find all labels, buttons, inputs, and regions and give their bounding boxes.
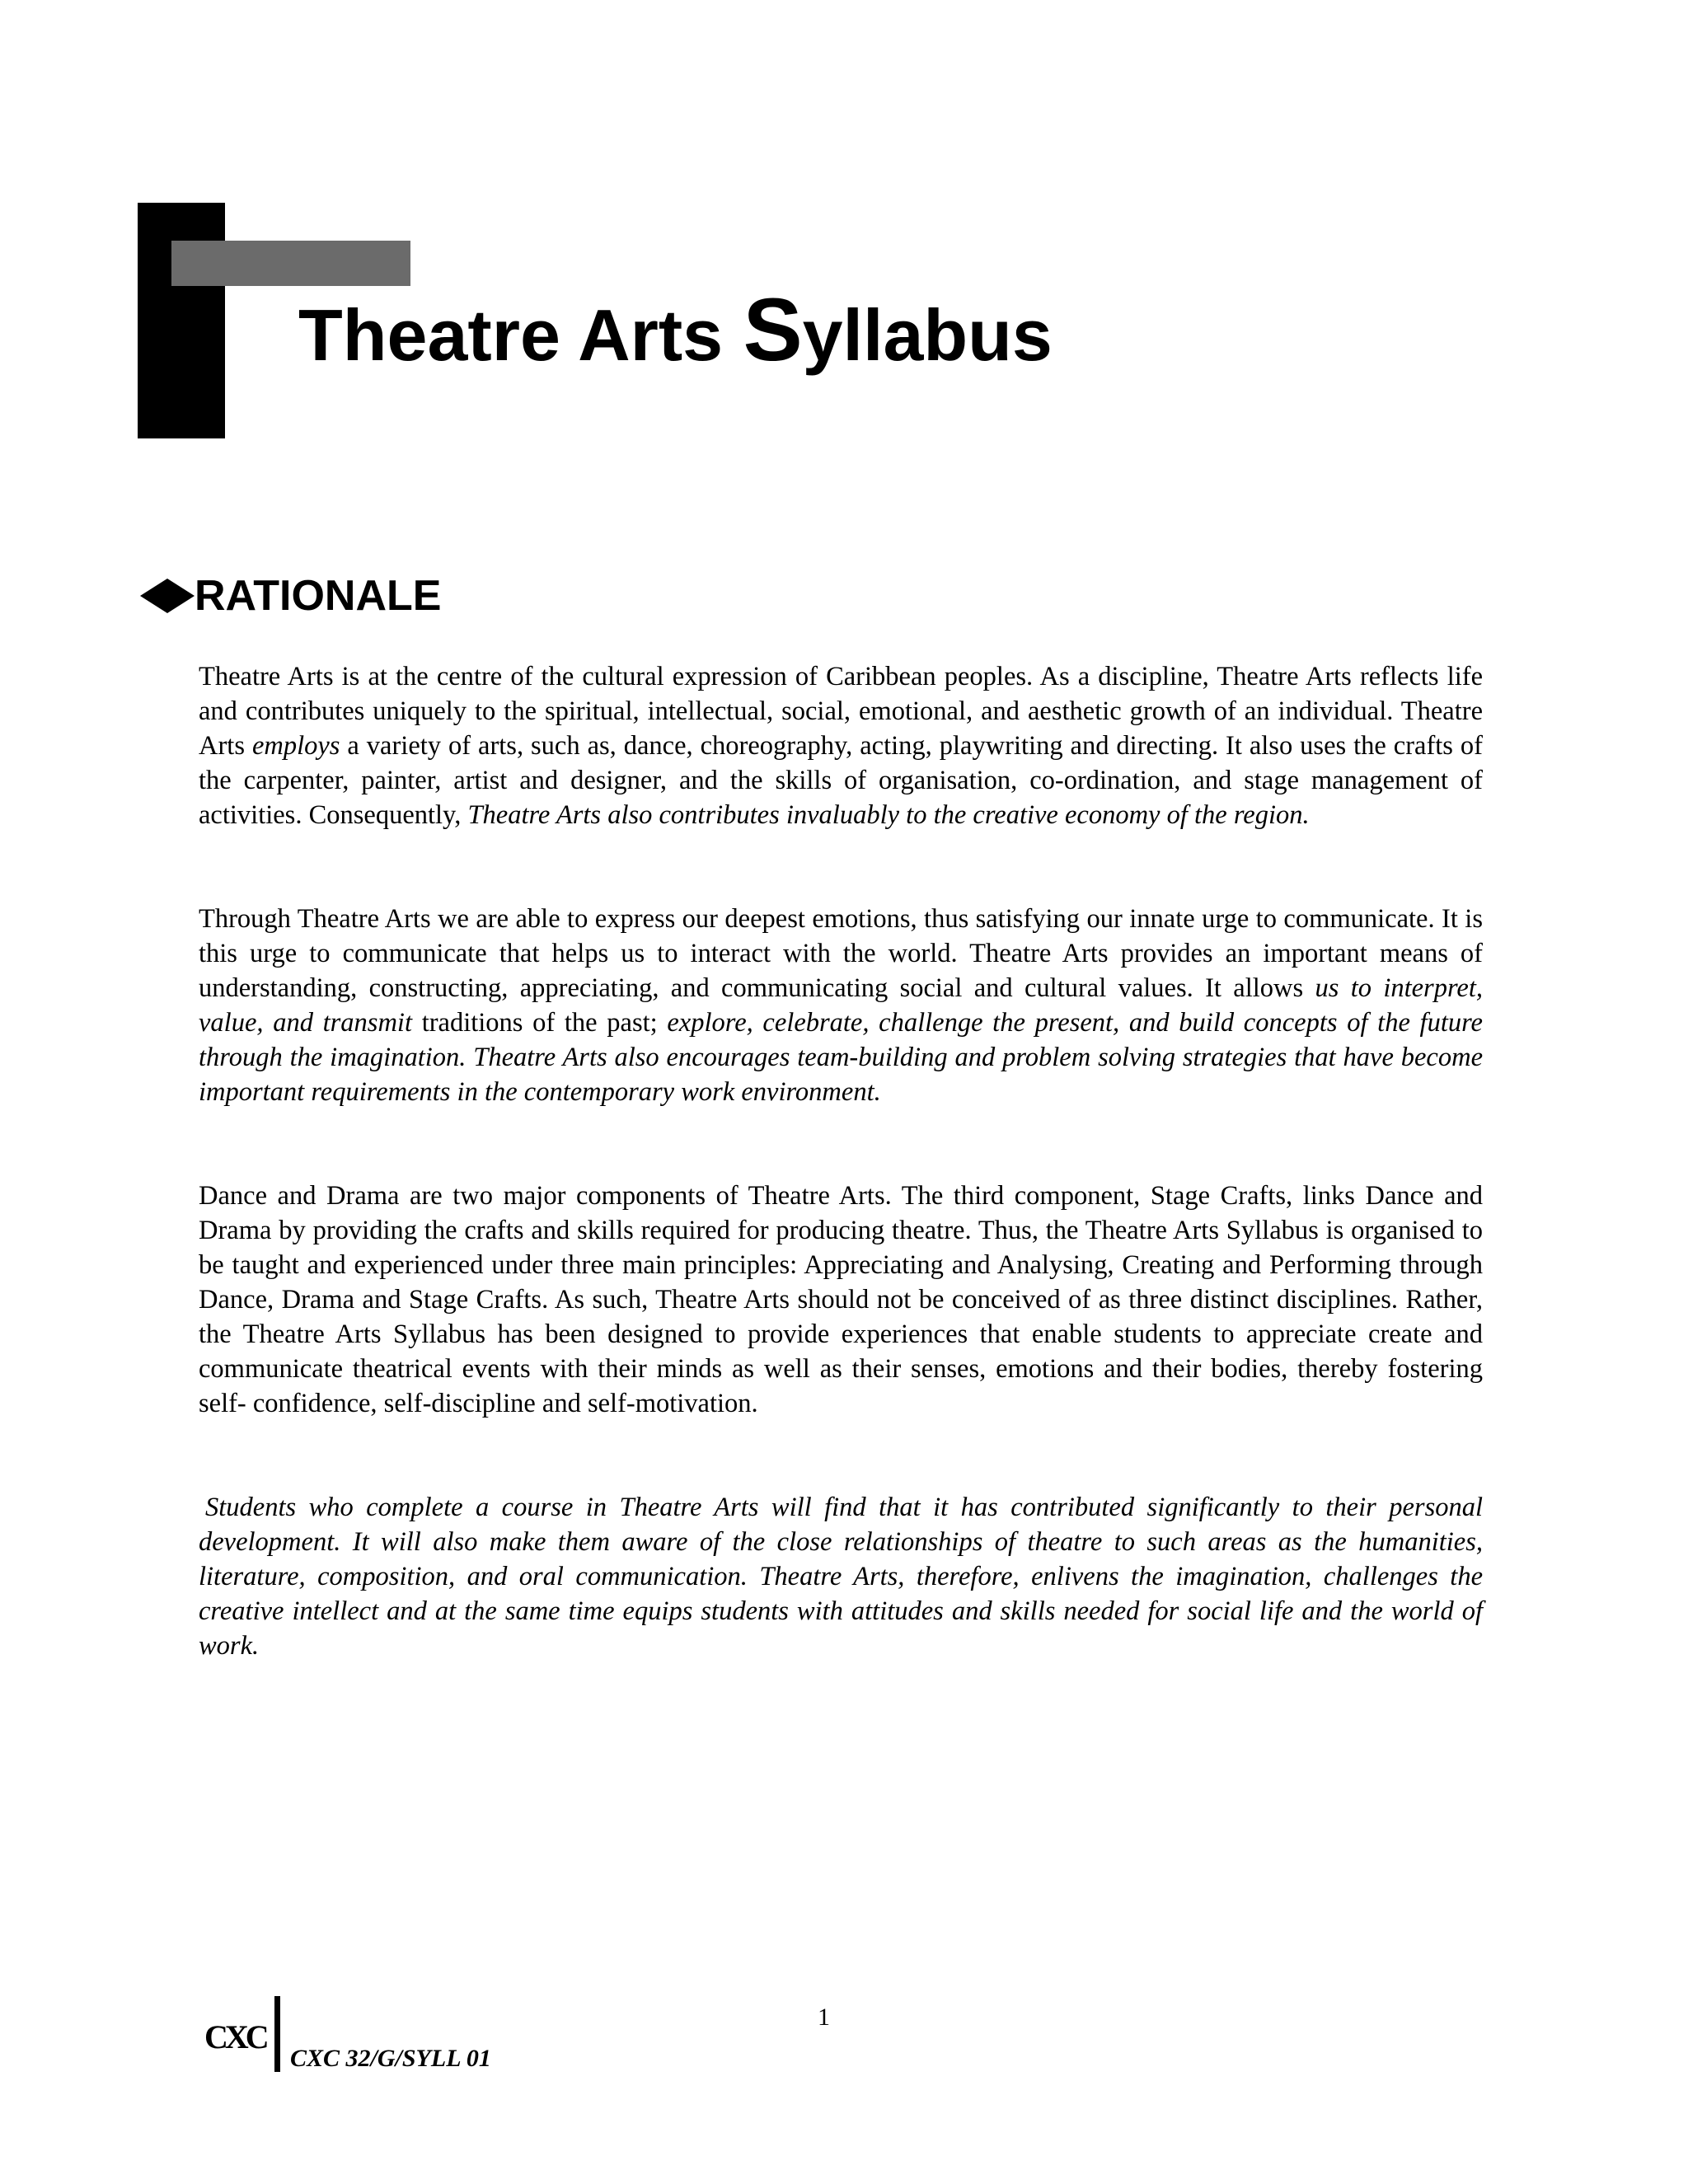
title-big-letter: S — [743, 279, 803, 379]
title-part-2: yllabus — [802, 294, 1053, 376]
decorative-black-bar — [138, 203, 225, 438]
footer-divider-bar — [274, 1996, 280, 2072]
document-code: CXC 32/G/SYLL 01 — [290, 2045, 491, 2072]
text-segment: Students who complete a course in Theatre Arts will find that it has contributed significantly to their personal development. It will also make them aware of the close relationships of theatre to such areas as the humanities, literature, composition, and oral communication. Theatre Arts, therefore, enlivens the imagination, challenges the creative intellect and at the same time equips students with attitudes and skills needed for social life and the world of work. — [199, 1493, 1483, 1661]
text-segment: traditions of the past; — [412, 1008, 668, 1038]
diamond-bullet-icon — [140, 579, 195, 613]
text-segment: us to interpret, value, and transmit — [199, 973, 1483, 1038]
text-segment: Through Theatre Arts we are able to express our deepest emotions, thus satisfying our innate urge to communicate. It is this urge to communicate that helps us to interact with the world. Theatre Arts provides an important means of understanding, constructing, appreciating, and communicating social and cultural values. It allows — [199, 904, 1483, 1003]
text-segment: Theatre Arts is at the centre of the cultural expression of Caribbean peoples. As a discipline, Theatre Arts reflects life and contributes uniquely to the spiritual, intellectual, social, emotional, and aesthetic growth of an individual. Theatre Arts — [199, 662, 1483, 761]
text-segment: Theatre Arts also contributes invaluably to the creative economy of the region. — [467, 800, 1310, 830]
text-segment: a variety of arts, such as, dance, choreography, acting, playwriting and directing. It also uses the crafts of the carpenter, painter, artist and designer, and the skills of organisation, co-ordination, and stage management of activities. Consequently, — [199, 731, 1483, 830]
rationale-paragraph-1 — [199, 659, 1483, 832]
cxc-logo: CXC — [204, 2018, 266, 2055]
title-part-1: Theatre Arts — [298, 294, 743, 376]
decorative-gray-bar — [171, 241, 410, 286]
section-heading-text: RATIONALE — [195, 572, 442, 620]
rationale-paragraph-3 — [199, 1179, 1483, 1421]
page-title — [298, 280, 1053, 385]
text-segment: explore, celebrate, challenge the present, and build concepts of the future through the imagination. Theatre Arts also encourages team-building and problem solving strategies that have become important requirements in the contemporary work environment. — [199, 1008, 1483, 1107]
rationale-paragraph-2 — [199, 902, 1483, 1109]
text-segment: Dance and Drama are two major components of Theatre Arts. The third component, Stage Crafts, links Dance and Drama by providing the crafts and skills required for producing theatre. Thus, the Theatre Arts Syllabus is organised to be taught and experienced under three main principles: Appreciating and Analysing, Creating and Performing through Dance, Drama and Stage Crafts. As such, Theatre Arts should not be conceived of as three distinct disciplines. Rather, the Theatre Arts Syllabus has been designed to provide experiences that enable students to appreciate create and communicate theatrical events with their minds as well as their senses, emotions and their bodies, thereby fostering self- confidence, self-discipline and self-motivation. — [199, 1181, 1483, 1418]
rationale-paragraph-4 — [199, 1490, 1483, 1663]
section-heading-rationale — [140, 567, 441, 625]
page-number: 1 — [818, 2004, 830, 2031]
text-segment: employs — [251, 731, 340, 761]
